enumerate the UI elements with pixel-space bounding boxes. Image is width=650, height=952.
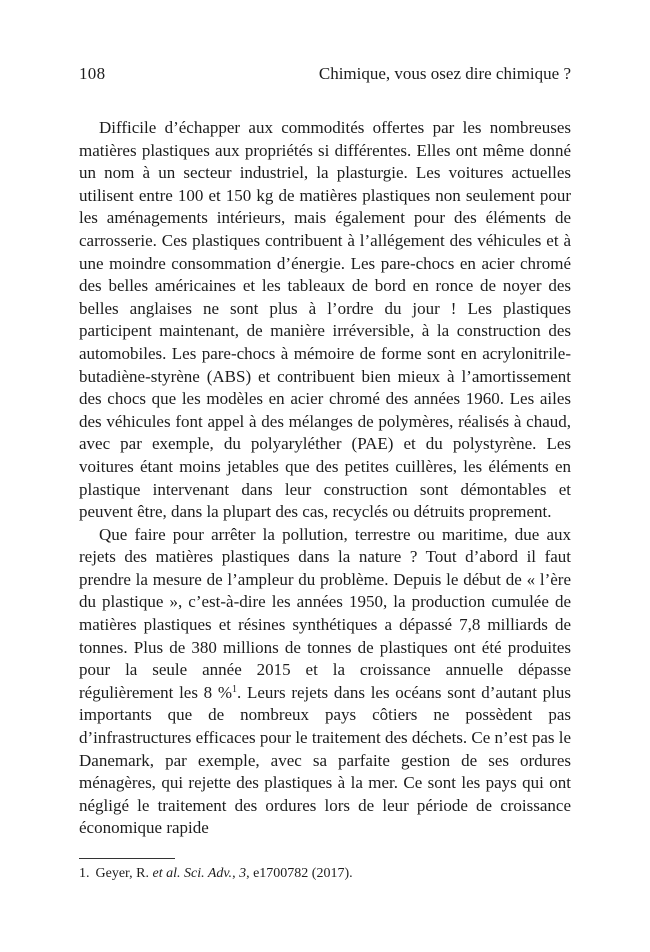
footnote-divider bbox=[79, 858, 175, 859]
footnote-reference[interactable]: 1 bbox=[232, 683, 238, 695]
page-number: 108 bbox=[79, 64, 106, 83]
footnote-etal: et al. bbox=[152, 866, 181, 881]
running-header bbox=[79, 64, 571, 88]
running-title: Chimique, vous osez dire chimique ? bbox=[318, 64, 571, 83]
footnote-number: 1. bbox=[79, 866, 90, 881]
body-text bbox=[79, 117, 571, 840]
footnote-citation: , e1700782 (2017). bbox=[246, 866, 353, 881]
footnote-volume: 3 bbox=[239, 866, 247, 881]
paragraph-text: . Leurs rejets dans les océans sont d’autant plus importants que de nombreux pays côtiers ne possèdent pas d’infrastructures efficaces pour le traitement des déchets. Ce n’est pas le Danemark, par exemple, avec sa parfaite gestion de ses ordures ménagères, qui rejette des plastiques à la mer. Ce sont les pays qui ont négligé le traitement des ordures lors de leur période de croissance économique rapide bbox=[79, 682, 572, 838]
paragraph-text: Que faire pour arrêter la pollution, terrestre ou maritime, due aux rejets des matières plastiques dans la nature ? Tout d’abord il faut prendre la mesure de l’ampleur du problème. Depuis le début de « l’ère du plastique », c’est-à-dire les années 1950, la production cumulée de matières plastiques et résines synthétiques a dépassé 7,8 milliards de tonnes. Plus de 380 millions de tonnes de plastiques ont été produites pour la seule année 2015 et la croissance annuelle dépasse régulièrement les 8 % bbox=[79, 524, 571, 702]
paragraph-plastic-pollution bbox=[79, 524, 571, 840]
footnote: 1. Geyer, R. et al. Sci. Adv., 3, e1700782 (2017). bbox=[79, 866, 353, 881]
footnote-journal: Sci. Adv. bbox=[183, 866, 233, 881]
paragraph-plastics-cars: Difficile d’échapper aux commodités offertes par les nombreuses matières plastiques aux propriétés si différentes. Elles ont même donné un nom à un secteur industriel, la plasturgie. Les voitures actuelles utilisent entre 100 et 150 kg de matières plastiques non seulement pour les aménagements intérieurs, mais également pour des éléments de carrosserie. Ces plastiques contribuent à l’allégement des véhicules et à une moindre consommation d’énergie. Les pare-chocs en acier chromé des belles américaines et les tableaux de bord en ronce de noyer des belles anglaises ne sont plus à l’ordre du jour ! Les plastiques participent maintenant, de manière irréversible, à la construction des automobiles. Les pare-chocs à mémoire de forme sont en acrylonitrile-butadiène-styrène (ABS) et contribuent bien mieux à l’amortissement des chocs que les modèles en acier chromé des années 1960. Les ailes des véhicules font appel à des mélanges de polymères, réalisés à chaud, avec par exemple, du polyaryléther (PAE) et du polystyrène. Les voitures étant moins jetables que des petites cuillères, les éléments en plastique intervenant dans leur construction sont démontables et peuvent être, dans la plupart des cas, recyclés ou détruits proprement. bbox=[79, 118, 571, 522]
footnote-author: Geyer, R. bbox=[95, 866, 149, 881]
